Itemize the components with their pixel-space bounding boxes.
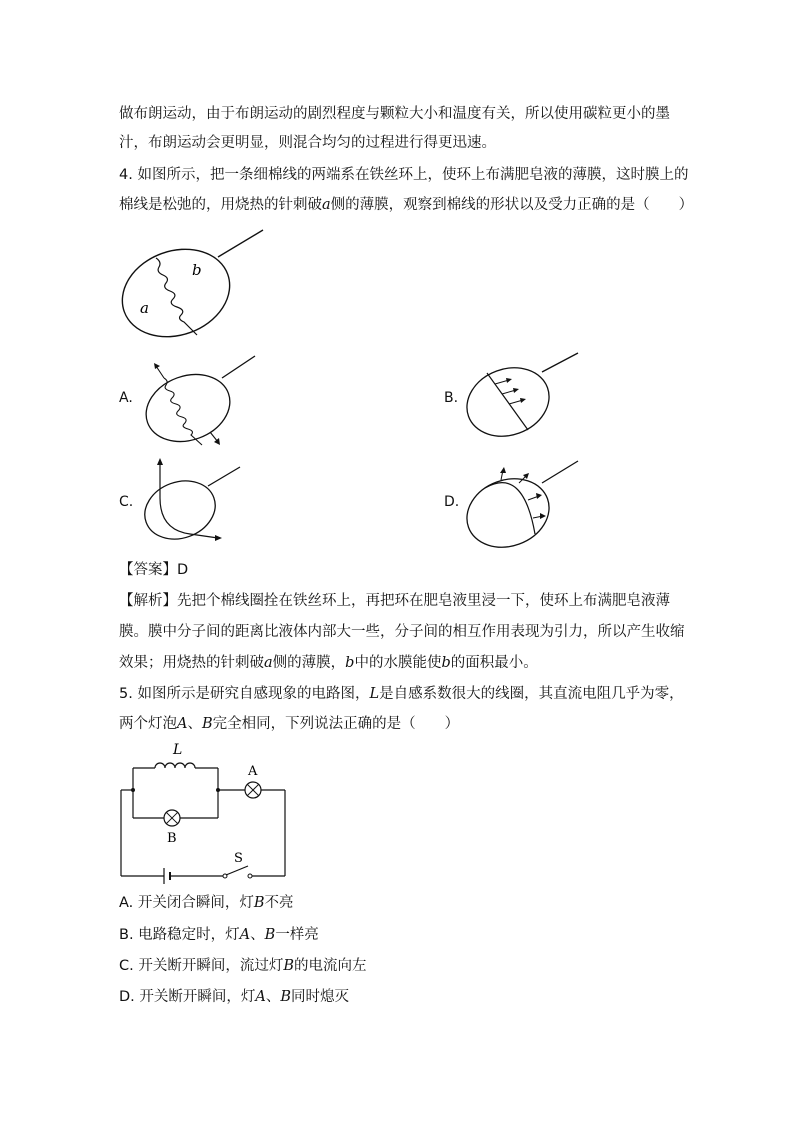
q4-option-b-figure [463,350,593,442]
q4-analysis-line-3: 效果；用烧热的针刺破a侧的薄膜，b中的水膜能使b的面积最小。 [119,655,538,671]
wire-ring [457,468,559,559]
label-L: L [173,742,183,758]
q4-option-b-label[interactable]: B. [444,390,459,406]
arrowhead [520,398,526,403]
q5-option-d[interactable]: D. 开关断开瞬间，灯A、B同时熄灭 [119,989,350,1005]
fig-label-b: b [192,261,202,279]
arrowhead [536,493,542,499]
q4-main-figure [118,225,268,350]
q4-option-c-figure [140,458,260,558]
wire-ring [110,235,242,352]
label-S: S [234,851,243,866]
q4-stem-line-1: 4. 如图所示，把一条细棉线的两端系在铁丝环上，使环上布满肥皂液的薄膜，这时膜上的 [119,167,689,183]
q4-option-a-label[interactable]: A. [119,390,133,406]
q4-option-d-label[interactable]: D. [444,494,460,510]
q5-stem-line-2: 两个灯泡A、B完全相同，下列说法正确的是（ ） [119,716,460,732]
q4-option-c-label[interactable]: C. [119,494,134,510]
q4-option-a-figure [140,350,280,450]
q4-stem-line-2: 棉线是松弛的，用烧热的针刺破a侧的薄膜，观察到棉线的形状以及受力正确的是（ ） [119,197,694,213]
wire-handle [542,461,578,483]
q5-option-b[interactable]: B. 电路稳定时，灯A、B一样亮 [119,927,319,943]
cotton-thread [156,258,197,335]
inductor-coil [155,763,195,768]
wire-handle [208,467,240,486]
arrowhead [513,388,519,393]
arrowhead [214,438,220,445]
intro-line-2: 汁，布朗运动会更明显，则混合均匀的过程进行得更迅速。 [119,135,496,151]
wire-handle [218,230,263,257]
q4-answer: 【答案】D [119,562,189,578]
wire-handle [222,356,255,378]
q5-circuit-diagram [118,740,293,885]
arrowhead [506,378,512,383]
label-B: B [167,831,177,846]
arrowhead-up [157,458,163,465]
q5-stem-line-1: 5. 如图所示是研究自感现象的电路图，L是自感系数很大的线圈，其直流电阻几乎为零， [119,686,684,702]
q5-option-c[interactable]: C. 开关断开瞬间，流过灯B的电流向左 [119,958,367,974]
q5-option-a[interactable]: A. 开关闭合瞬间，灯B不亮 [119,895,294,911]
q4-option-d-figure [463,458,593,558]
force-arrow-up [156,366,164,378]
intro-line-1: 做布朗运动，由于布朗运动的剧烈程度与颗粒大小和温度有关，所以使用碳粒更小的墨 [119,106,670,122]
junction-dot [131,788,135,792]
switch-lever [226,866,248,875]
wire-handle [542,353,578,372]
cotton-thread-curve [160,462,218,538]
label-A: A [248,764,258,779]
fig-label-a: a [140,299,149,317]
q4-analysis-line-2: 膜。膜中分子间的距离比液体内部大一些，分子间的相互作用表现为引力，所以产生收缩 [119,624,685,640]
cotton-thread-arc [485,483,535,534]
arrowhead-right [215,535,222,541]
switch-contact [248,874,252,878]
q4-analysis-line-1: 【解析】先把个棉线圈拴在铁丝环上，再把环在肥皂液里浸一下，使环上布满肥皂液薄 [119,593,670,609]
arrowhead [540,513,546,519]
arrowhead [500,467,506,473]
cotton-thread [164,378,202,445]
